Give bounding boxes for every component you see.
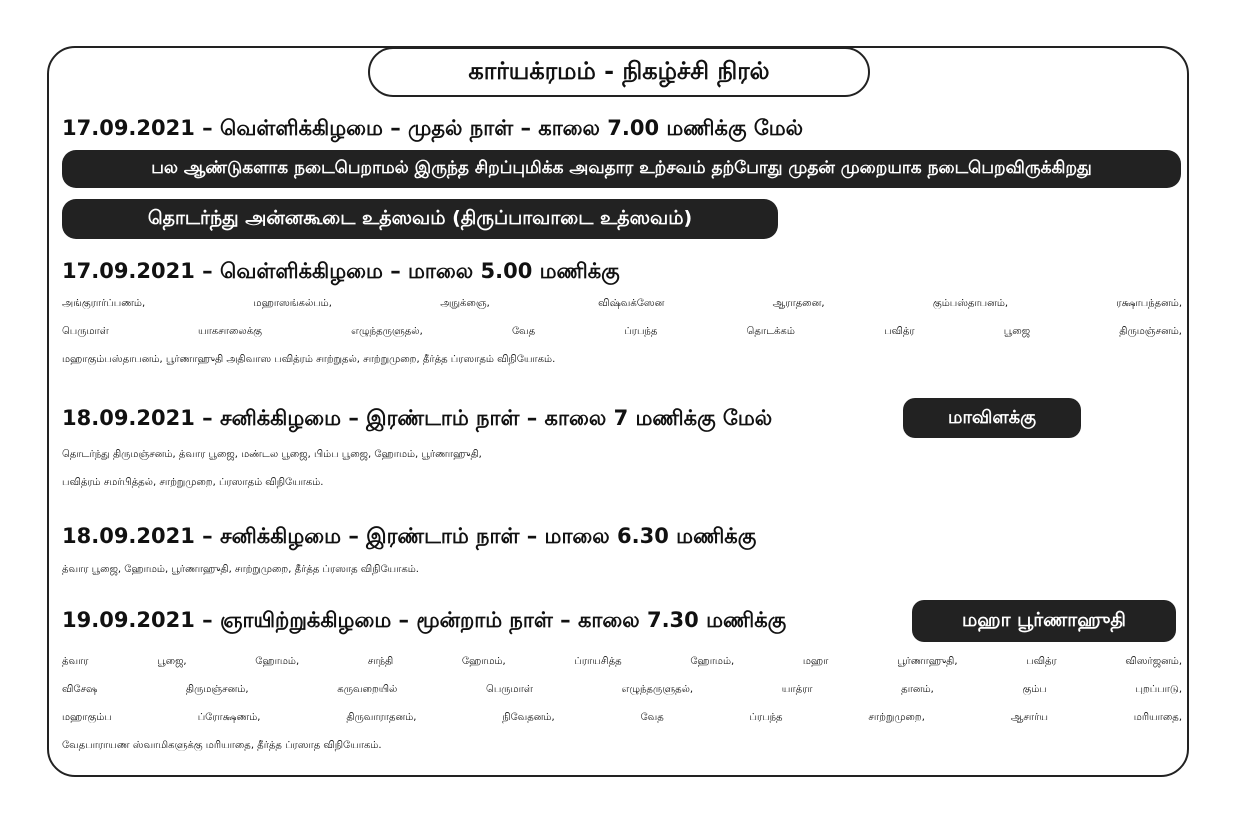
section-5-line: த்வார பூஜை, ஹோமம், சாந்தி ஹோமம், ப்ராயசித்த ஹோமம், மஹா பூர்ணாஹுதி, பவித்ர விஸர்ஜனம், [62,656,1182,667]
section-2-heading: 17.09.2021 – வெள்ளிக்கிழமை – மாலை 5.00 மணிக்கு [62,259,620,283]
utsavam-banner-text: தொடர்ந்து அன்னகூடை உத்ஸவம் (திருப்பாவாடை உத்ஸவம்) [147,206,693,229]
maha-purnahuti-badge-text: மஹா பூர்ணாஹுதி [962,608,1126,631]
section-2-line: மஹாகும்பஸ்தாபனம், பூர்ணாஹுதி அதிவாஸ பவித்ரம் சாற்றுதல், சாற்றுமுறை, தீர்த்த ப்ரஸாதம் விநியோகம். [62,354,556,365]
section-2-line: அங்குரார்ப்பணம், மஹாஸங்கல்பம், அநுக்ஞை, விஷ்வக்ஸேன ஆராதனை, கும்பஸ்தாபனம், ரக்ஷாபந்தனம், [62,298,1182,309]
section-2-body [62,290,1182,374]
section-1-heading: 17.09.2021 – வெள்ளிக்கிழமை – முதல் நாள் – காலை 7.00 மணிக்கு மேல் [62,116,804,140]
section-5-heading: 19.09.2021 – ஞாயிற்றுக்கிழமை – மூன்றாம் நாள் – காலை 7.30 மணிக்கு [62,608,787,632]
mavilakku-badge [903,398,1081,438]
page-title [368,47,870,97]
section-5-line: விசேஷ திருமஞ்சனம், கருவறையில் பெருமாள் எழுந்தருளுதல், யாத்ரா தானம், கும்ப புறப்பாடு, [62,684,1182,695]
section-5-line: வேதபாராயண ஸ்வாமிகளுக்கு மரியாதை, தீர்த்த ப்ரஸாத விநியோகம். [62,740,382,751]
announcement-banner [62,150,1181,188]
utsavam-banner [62,199,778,239]
section-3-heading: 18.09.2021 – சனிக்கிழமை – இரண்டாம் நாள் – காலை 7 மணிக்கு மேல் [62,406,773,430]
page-title-text: கார்யக்ரமம் - நிகழ்ச்சி நிரல் [468,56,770,85]
section-5-body [62,648,1182,760]
maha-purnahuti-badge [912,600,1176,642]
section-2-line: பெருமாள் யாகசாலைக்கு எழுந்தருளுதல், வேத ப்ரபந்த தொடக்கம் பவித்ர பூஜை திருமஞ்சனம், [62,326,1182,337]
section-3-body [62,441,1182,497]
section-3-line: பவித்ரம் சமர்பித்தல், சாற்றுமுறை, ப்ரஸாதம் விநியோகம். [62,477,324,488]
section-4-body [62,556,1182,584]
section-4-heading: 18.09.2021 – சனிக்கிழமை – இரண்டாம் நாள் – மாலை 6.30 மணிக்கு [62,524,757,548]
announcement-banner-text: பல ஆண்டுகளாக நடைபெறாமல் இருந்த சிறப்புமிக்க அவதார உற்சவம் தற்போது முதன் முறையாக நடைபெறவிருக்கிறது [151,158,1092,178]
mavilakku-badge-text: மாவிளக்கு [947,406,1036,428]
section-5-line: மஹாகும்ப ப்ரோக்ஷணம், திருவாராதனம், நிவேதனம், வேத ப்ரபந்த சாற்றுமுறை, ஆசார்ய மரியாதை, [62,712,1182,723]
section-3-line: தொடர்ந்து திருமஞ்சனம், த்வார பூஜை, மண்டல பூஜை, பிம்ப பூஜை, ஹோமம், பூர்ணாஹுதி, [62,449,482,460]
section-4-line: த்வார பூஜை, ஹோமம், பூர்ணாஹுதி, சாற்றுமுறை, தீர்த்த ப்ரஸாத விநியோகம். [62,564,419,575]
